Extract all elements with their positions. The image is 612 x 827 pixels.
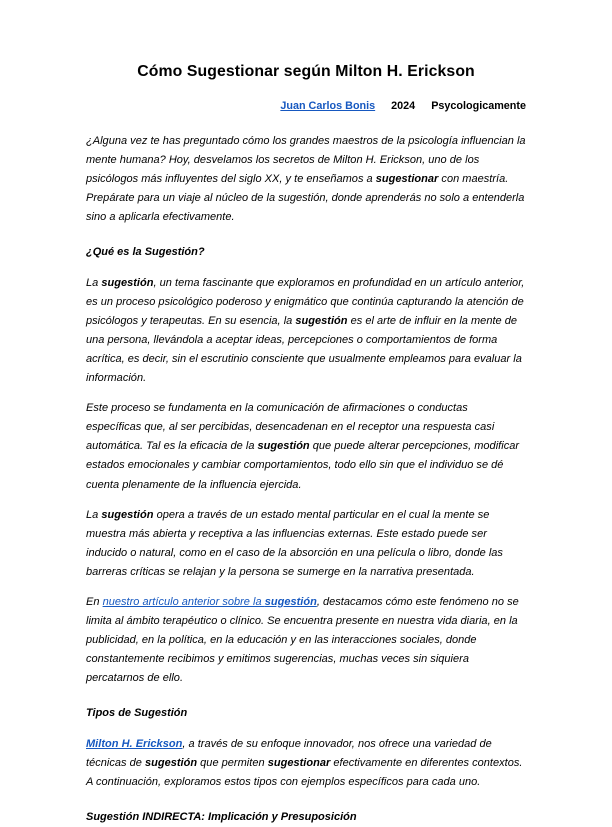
p1-text-c: es el arte de influir en la mente de una persona, llevándola a aceptar ideas, percepciones o comportamientos de forma acrítica, es decir, sin el escrutinio consciente que usualmente empleamos para evaluar la información. [86,314,522,385]
tipos-text-a: , a través de su enfoque innovador, nos ofrece una variedad de técnicas de [86,737,492,769]
que-es-paragraph-2 [86,388,526,494]
tipos-paragraph-1 [86,724,526,792]
que-es-paragraph-1 [86,263,526,389]
milton-erickson-link[interactable]: Milton H. Erickson [86,737,183,750]
intro-paragraph [86,114,526,227]
document-content [86,0,526,827]
p3-text-b: opera a través de un estado mental particular en el cual la mente se muestra más abierta y receptiva a las influencias externas. Este estado puede ser inducido o natural, como en el caso de la absorción en una película o libro, donde las barreras críticas se relajan y la persona se sumerge en la narrativa presentada. [86,508,503,578]
p1-bold-sugestion-2: sugestión [295,314,348,327]
p4-link-text: nuestro artículo anterior sobre la [102,595,265,608]
heading-que-es-la-sugestion: ¿Qué es la Sugestión? [86,246,205,259]
p2-text-b: que puede alterar percepciones, modificar estados emocionales y cambiar comportamientos, todo ello sin que el individuo se dé cuenta plenamente de la influencia ejercida. [86,440,520,491]
p4-text-a: En [86,595,103,608]
previous-article-link[interactable] [103,596,317,608]
p4-text-b: , destacamos cómo este fenómeno no se limita al ámbito terapéutico o clínico. Se encuentra presente en nuestra vida diaria, en la publicidad, en la política, en la educación y en las interacciones sociales, donde constantemente recibimos y emitimos sugerencias, muchas veces sin siquiera percatarnos de ello. [86,595,519,685]
byline-year: 2024 [391,100,416,112]
byline-publication: Psycologicamente [431,100,526,112]
que-es-paragraph-4 [86,582,526,688]
intro-text-b: con maestría. Prepárate para un viaje al núcleo de la sugestión, donde aprenderás no solo a entenderla sino a aplicarla efectivamente. [86,173,525,224]
que-es-paragraph-3 [86,495,526,582]
p3-text-a: La [86,508,102,521]
p3-bold-sugestion: sugestión [101,508,154,521]
byline [86,82,526,114]
p2-bold-sugestion: sugestión [257,440,310,453]
heading-tipos-de-sugestion: Tipos de Sugestión [86,707,188,720]
tipos-bold-sugestion: sugestión [144,756,198,769]
tipos-bold-sugestionar: sugestionar [267,756,331,769]
heading-sugestion-indirecta: Sugestión INDIRECTA: Implicación y Presuposición [86,810,357,823]
intro-text-a: ¿Alguna vez te has preguntado cómo los grandes maestros de la psicología influencian la mente humana? Hoy, desvelamos los secretos de Milton H. Erickson, uno de los psicólogos más influyentes del siglo XX, y te enseñamos a [86,135,526,186]
p1-text-b: , un tema fascinante que exploramos en profundidad en un artículo anterior, es un proceso psicológico poderoso y enigmático que continúa capturando la atención de psicólogos y terapeutas. En su esencia, la [86,276,525,327]
intro-bold-sugestionar: sugestionar [375,173,439,186]
tipos-text-b: que permiten [197,756,268,769]
p1-text-a: La [86,276,102,289]
p4-link-bold-sugestion: sugestión [264,595,317,608]
page-title: Cómo Sugestionar según Milton H. Erickson [137,63,475,80]
p2-text-a: Este proceso se fundamenta en la comunicación de afirmaciones o conductas específicas que, al ser percibidas, desencadenan en el receptor una respuesta casi automática. Tal es la eficacia de la [86,402,495,453]
p1-bold-sugestion-1: sugestión [101,276,154,289]
tipos-text-c: efectivamente en diferentes contextos. A continuación, exploramos estos tipos con ejemplos específicos para cada uno. [86,756,523,788]
author-link[interactable]: Juan Carlos Bonis [280,100,376,112]
